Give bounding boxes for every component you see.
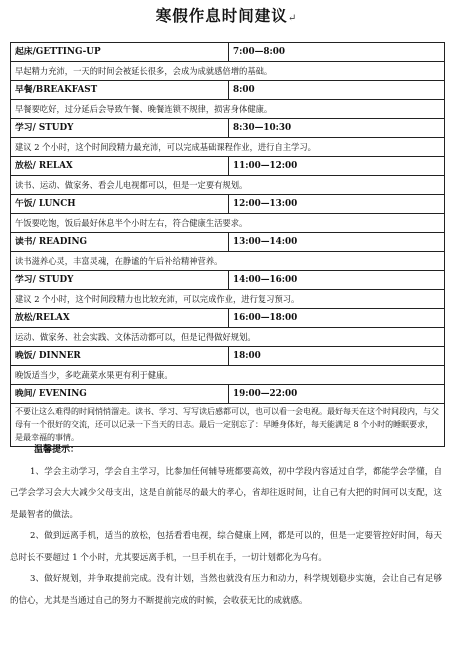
schedule-time: 8:00 <box>229 81 445 100</box>
paragraph-mark-icon: ↵ <box>287 13 298 24</box>
schedule-activity-name: 学习/ STUDY <box>11 271 229 290</box>
tip-item-2: 2、做到远离手机，适当的放松，包括看看电视，综合健康上网，都是可以的，但是一定要管控好时间，每天总时长不要超过 1 个小时，尤其要远离手机，一旦手机在手，一切计划都化为乌有。 <box>10 531 442 563</box>
schedule-activity-name: 读书/ READING <box>11 233 229 252</box>
schedule-row-header <box>11 157 445 176</box>
schedule-time: 18:00 <box>229 347 445 366</box>
schedule-activity-name: 学习/ STUDY <box>11 119 229 138</box>
tip-item-3: 3、做好规划，并争取提前完成。没有计划，当然也就没有压力和动力，科学规划稳步实施，会让自己有足够的信心，尤其是当通过自己的努力不断提前完成的时候，会收获无比的成就感。 <box>10 574 442 606</box>
schedule-row-description <box>11 176 445 195</box>
schedule-row-header <box>11 271 445 290</box>
title-text: 寒假作息时间建议 <box>155 6 288 25</box>
schedule-row-header <box>11 309 445 328</box>
schedule-activity-name: 早餐/BREAKFAST <box>11 81 229 100</box>
schedule-time: 14:00—16:00 <box>229 271 445 290</box>
schedule-row-description <box>11 62 445 81</box>
schedule-description: 午饭要吃饱，饭后最好休息半个小时左右，符合健康生活要求。 <box>11 214 445 233</box>
schedule-row-header <box>11 43 445 62</box>
schedule-description: 读书、运动、做家务、看会儿电视都可以，但是一定要有规划。 <box>11 176 445 195</box>
schedule-row-description <box>11 366 445 385</box>
schedule-row-header <box>11 119 445 138</box>
schedule-row-header <box>11 195 445 214</box>
schedule-time: 8:30—10:30 <box>229 119 445 138</box>
schedule-activity-name: 午饭/ LUNCH <box>11 195 229 214</box>
schedule-time: 11:00—12:00 <box>229 157 445 176</box>
schedule-description: 建议 2 个小时，这个时间段精力最充沛，可以完成基础课程作业，进行自主学习。 <box>11 138 445 157</box>
schedule-activity-name: 晚间/ EVENING <box>11 385 229 404</box>
schedule-description: 建议 2 个小时，这个时间段精力也比较充沛，可以完成作业，进行复习预习。 <box>11 290 445 309</box>
schedule-activity-name: 晚饭/ DINNER <box>11 347 229 366</box>
schedule-table <box>10 42 445 447</box>
schedule-description: 早起精力充沛，一天的时间会被延长很多，会成为成就感倍增的基础。 <box>11 62 445 81</box>
schedule-activity-name: 起床/GETTING-UP <box>11 43 229 62</box>
tips-section <box>10 440 442 612</box>
schedule-description: 读书滋养心灵，丰富灵魂，在静谧的午后补给精神营养。 <box>11 252 445 271</box>
schedule-time: 13:00—14:00 <box>229 233 445 252</box>
schedule-row-description <box>11 290 445 309</box>
schedule-description: 不要让这么难得的时间悄悄溜走。读书、学习、写写读后感都可以，也可以看一会电视。最好每天在这个时间段内，与父母有一个很好的交流，还可以记录一下当天的日志。最后一定别忘了：早睡身体好，每天能满足 8 个小时的睡眠要求，是最幸福的事情。 <box>11 404 445 447</box>
schedule-activity-name: 放松/RELAX <box>11 309 229 328</box>
document-title <box>0 4 453 26</box>
schedule-description: 晚饭适当少，多吃蔬菜水果更有利于健康。 <box>11 366 445 385</box>
schedule-row-header <box>11 233 445 252</box>
schedule-description: 早餐要吃好，过分延后会导致午餐、晚餐连锁不规律，损害身体健康。 <box>11 100 445 119</box>
schedule-description: 运动、做家务、社会实践、文体活动都可以，但是记得做好规划。 <box>11 328 445 347</box>
schedule-time: 12:00—13:00 <box>229 195 445 214</box>
tips-heading: 温馨提示： <box>34 445 80 455</box>
schedule-row-description <box>11 214 445 233</box>
schedule-row-description <box>11 100 445 119</box>
tip-item-1: 1、学会主动学习，学会自主学习，比参加任何辅导班都要高效，初中学段内容适过自学，都能学会学懂，自己学会学习会大大减少父母支出，这是自前能尽的最大的孝心，省却往返时间，让自己有大把的时间可以支配，这是最智者的做法。 <box>10 466 442 520</box>
schedule-time: 7:00—8:00 <box>229 43 445 62</box>
schedule-row-header <box>11 347 445 366</box>
schedule-activity-name: 放松/ RELAX <box>11 157 229 176</box>
schedule-row-header <box>11 385 445 404</box>
schedule-time: 16:00—18:00 <box>229 309 445 328</box>
schedule-row-description <box>11 252 445 271</box>
schedule-row-description <box>11 138 445 157</box>
schedule-time: 19:00—22:00 <box>229 385 445 404</box>
schedule-row-header <box>11 81 445 100</box>
schedule-row-description <box>11 328 445 347</box>
